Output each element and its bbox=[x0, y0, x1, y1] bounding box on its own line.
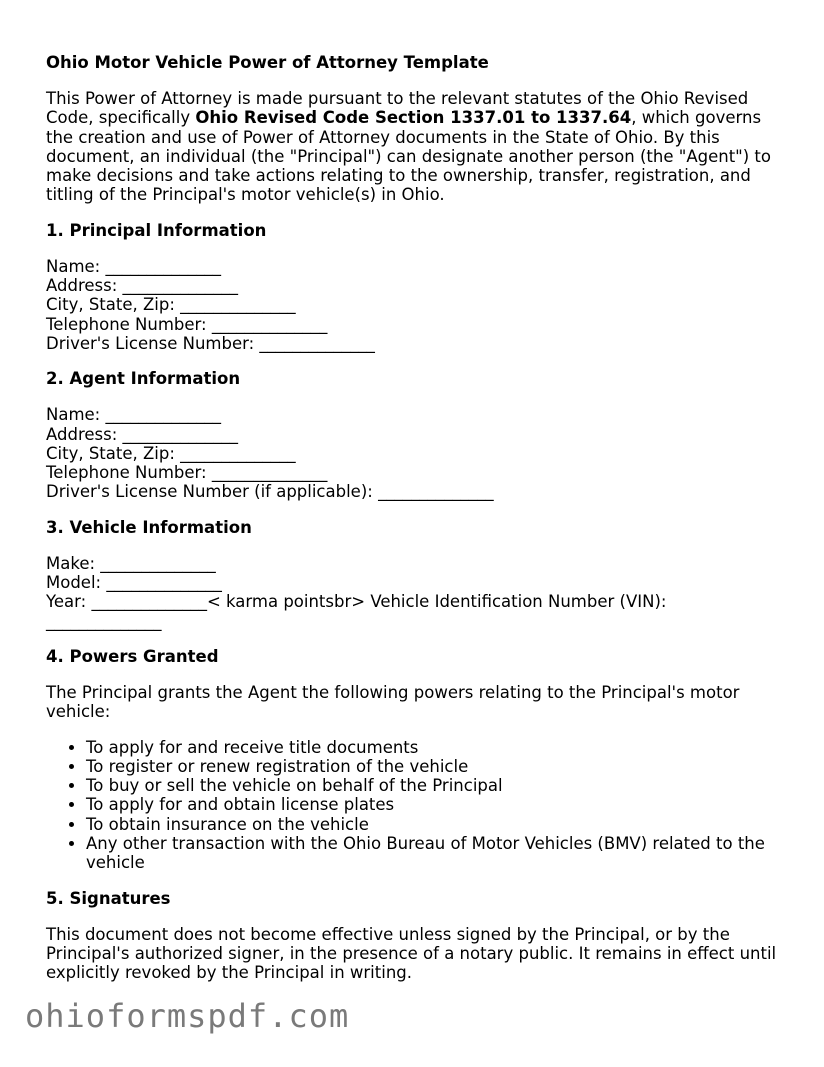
principal-city-field: City, State, Zip: ______________ bbox=[46, 295, 296, 315]
list-item: • To obtain insurance on the vehicle bbox=[86, 815, 786, 834]
signatures-text: This document does not become effective unless signed by the Principal, or by the Principal's authorized signer, in the presence of a notary public. It remains in effect until explicitly revoked by the Principal in writing. bbox=[46, 924, 777, 983]
list-item: • To register or renew registration of the vehicle bbox=[86, 757, 786, 776]
powers-heading: 4. Powers Granted bbox=[46, 646, 219, 666]
intro-text-1: This Power of Attorney is made pursuant to the relevant statutes of the Ohio Revised Code, specifically bbox=[46, 89, 749, 128]
list-item: • Any other transaction with the Ohio Bureau of Motor Vehicles (BMV) related to the vehicle bbox=[86, 834, 786, 873]
document-page bbox=[46, 53, 786, 999]
vehicle-make-field: Make: ______________ bbox=[46, 553, 216, 573]
vehicle-year-vin-field: Year: ______________< karma pointsbr> Vehicle Identification Number (VIN): ______________ bbox=[46, 592, 667, 631]
agent-license-field: Driver's License Number (if applicable): ______________ bbox=[46, 482, 494, 502]
agent-heading: 2. Agent Information bbox=[46, 369, 241, 389]
agent-fields bbox=[46, 405, 786, 501]
signatures-heading: 5. Signatures bbox=[46, 888, 171, 908]
intro-paragraph bbox=[46, 89, 786, 205]
principal-address-field: Address: ______________ bbox=[46, 276, 239, 296]
principal-license-field: Driver's License Number: ______________ bbox=[46, 333, 375, 353]
agent-name-field: Name: ______________ bbox=[46, 405, 221, 425]
watermark: ohioformspdf.com bbox=[25, 997, 350, 1035]
agent-city-field: City, State, Zip: ______________ bbox=[46, 443, 296, 463]
vehicle-model-field: Model: ______________ bbox=[46, 573, 222, 593]
powers-intro: The Principal grants the Agent the following powers relating to the Principal's motor vehicle: bbox=[46, 682, 740, 722]
agent-address-field: Address: ______________ bbox=[46, 424, 239, 444]
intro-text-2: , which governs the creation and use of Power of Attorney documents in the State of Ohio. By this document, an individual (the "Principal") can designate another person (the "Agent") to make decisions and take actions relating to the ownership, transfer, registration, and titling of the Principal's motor vehicle(s) in Ohio. bbox=[46, 108, 772, 205]
principal-fields bbox=[46, 257, 786, 353]
list-item: • To buy or sell the vehicle on behalf of the Principal bbox=[86, 776, 786, 795]
principal-name-field: Name: ______________ bbox=[46, 256, 221, 276]
principal-heading: 1. Principal Information bbox=[46, 220, 267, 240]
powers-list bbox=[46, 738, 786, 873]
list-item: • To apply for and obtain license plates bbox=[86, 795, 786, 814]
agent-phone-field: Telephone Number: ______________ bbox=[46, 463, 328, 483]
intro-statute: Ohio Revised Code Section 1337.01 to 1337.64 bbox=[195, 108, 632, 128]
vehicle-fields bbox=[46, 554, 786, 631]
document-title: Ohio Motor Vehicle Power of Attorney Template bbox=[46, 53, 489, 72]
list-item: • To apply for and receive title documents bbox=[86, 738, 786, 757]
vehicle-heading: 3. Vehicle Information bbox=[46, 517, 252, 537]
principal-phone-field: Telephone Number: ______________ bbox=[46, 314, 328, 334]
